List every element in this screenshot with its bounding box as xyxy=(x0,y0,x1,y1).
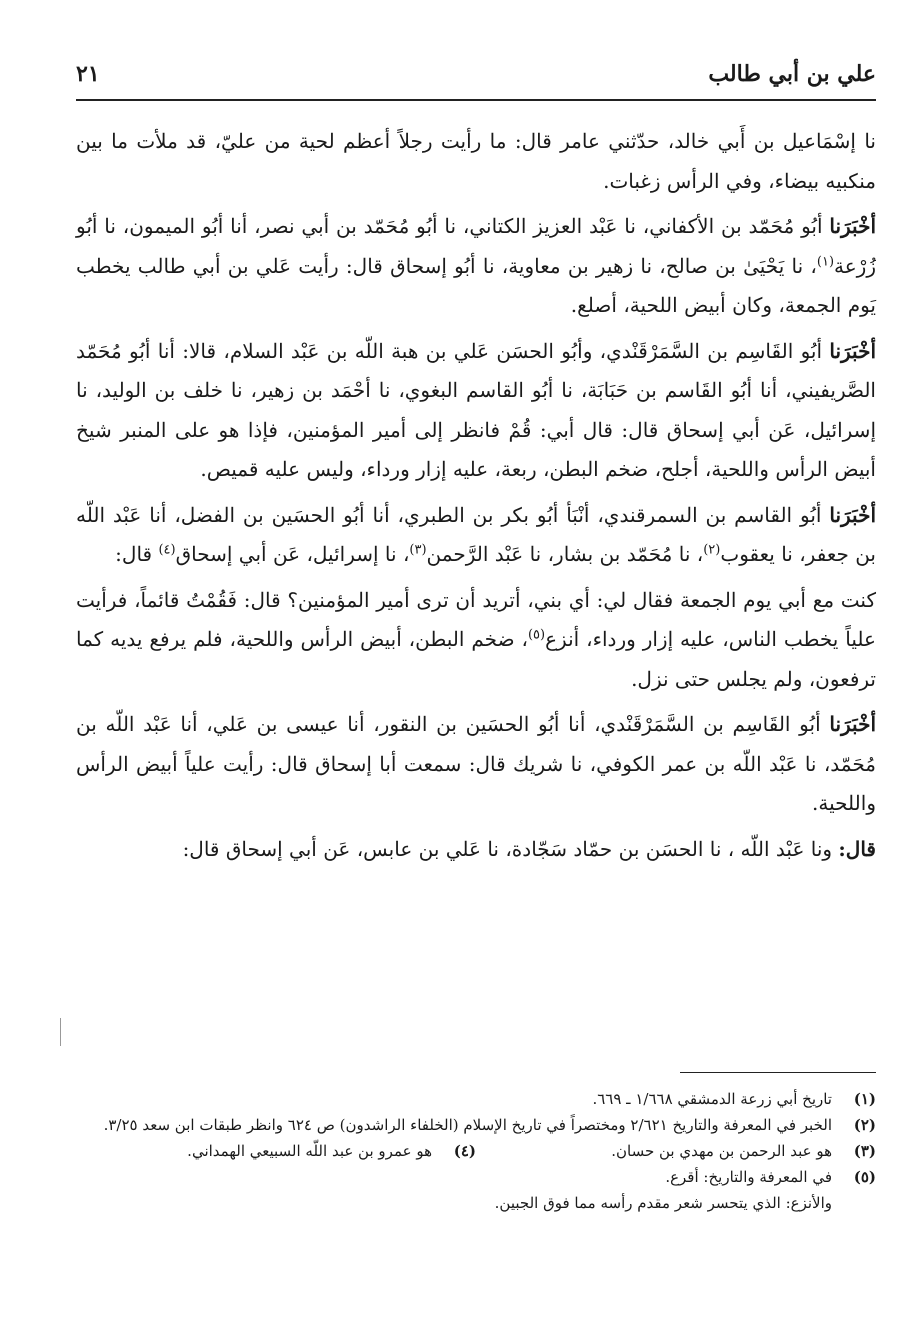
footnote-text: الخبر في المعرفة والتاريخ ٢/٦٢١ ومختصراً في تاريخ الإسلام (الخلفاء الراشدون) ص ٦٢٤ وانظر طبقات ابن سعد ٣/٢٥. xyxy=(103,1116,832,1134)
paragraph-text: أبُو القَاسِم بن السَّمَرْقَنْدي، وأبُو الحسَن عَلي بن هبة اللّه بن عَبْد السلام، قالا: أنا أبُو مُحَمّد الصَّريفيني، أنا أبُو القَاسم بن حَبَابَة، نا أبُو القاسم البغوي، نا أحْمَد بن زهير، نا خلف بن الوليد، نا إسرائيل، عَن أبي إسحاق قال: قال أبي: قُمْ فانظر إلى أمير المؤمنين، فإذا هو على المنبر شيخ أبيض الرأس واللحية، أجلح، ضخم البطن، ربعة، عليه إزار ورداء، وليس عليه قميص. xyxy=(76,338,876,481)
footnote-text: في المعرفة والتاريخ: أقرع. xyxy=(665,1168,832,1186)
footnote-ref[interactable]: (٤) xyxy=(158,542,176,558)
paragraph-text: ، نا إسرائيل، عَن أبي إسحاق xyxy=(175,542,410,566)
footnote-ref[interactable]: (١) xyxy=(816,253,835,269)
paragraph xyxy=(76,830,876,870)
footnote-text: هو عمرو بن عبد اللّه السبيعي الهمداني. xyxy=(187,1142,432,1160)
footnote-ref[interactable]: (٣) xyxy=(409,542,427,558)
paragraph xyxy=(76,207,876,326)
paragraph-text: ، نا يَحْيَىٰ بن صالح، نا زهير بن معاوية، نا أبُو إسحاق قال: رأيت عَلي بن أبي طالب يخطب يَوم الجمعة، وكان أبيض اللحية، أصلع. xyxy=(76,253,876,317)
paragraph-text: ، ضخم البطن، أبيض الرأس واللحية، فلم يرفع يديه كما ترفعون، ولم يجلس حتى نزل. xyxy=(76,627,876,691)
paragraph-lead: أخْبَرَنا xyxy=(829,712,876,736)
header-rule xyxy=(76,99,876,101)
footnote xyxy=(76,1164,876,1190)
footnote-number: (٤) xyxy=(453,1142,476,1160)
page-number: ٢١ xyxy=(76,61,100,87)
running-title: علي بن أبي طالب xyxy=(708,61,876,87)
footnote-text: هو عبد الرحمن بن مهدي بن حسان. xyxy=(611,1142,832,1160)
footnote-number: (٢) xyxy=(853,1116,876,1134)
main-text xyxy=(76,122,876,875)
paragraph-text: أبُو القاسم بن السمرقندي، أنْبَأ أبُو بكر بن الطبري، أنا أبُو الحسَين بن الفضل، أنا عَبْد اللّه بن جعفر، نا يعقوب xyxy=(76,502,876,566)
footnote xyxy=(76,1112,876,1138)
paragraph-lead: أخْبَرَنا xyxy=(829,502,876,527)
footnote xyxy=(76,1086,876,1112)
paragraph-text: أبُو مُحَمّد بن الأكفاني، نا عَبْد العزيز الكتاني، نا أبُو مُحَمّد بن أبي نصر، أنا أبُو الميمون، نا أبُو زُرْعة xyxy=(76,214,876,278)
footnote-text: تاريخ أبي زرعة الدمشقي ١/٦٦٨ ـ ٦٦٩. xyxy=(592,1090,832,1108)
paragraph-text: ، نا مُحَمّد بن بشار، نا عَبْد الرَّحمن xyxy=(426,542,704,566)
footnote-number: (١) xyxy=(853,1090,876,1108)
paragraph-text: ونا عَبْد اللّه ، نا الحسَن بن حمّاد سَجّادة، نا عَلي بن عابس، عَن أبي إسحاق قال: xyxy=(182,836,833,861)
paragraph xyxy=(76,122,876,201)
footnote-ref[interactable]: (٢) xyxy=(703,542,721,558)
footnote-rule xyxy=(680,1072,876,1073)
margin-mark xyxy=(60,1018,61,1046)
footnotes xyxy=(76,1086,876,1216)
paragraph-text: قال: xyxy=(115,542,159,566)
paragraph-lead: أخْبَرَنا xyxy=(829,338,877,363)
paragraph xyxy=(76,332,876,490)
paragraph-lead: قال: xyxy=(838,836,876,861)
footnote-continuation: والأنزع: الذي يتحسر شعر مقدم رأسه مما فوق الجبين. xyxy=(494,1194,832,1212)
page-header xyxy=(76,58,876,94)
paragraph xyxy=(76,705,876,824)
footnote-number: (٣) xyxy=(853,1142,876,1160)
paragraph-lead: أخْبَرَنا xyxy=(829,214,877,238)
paragraph-text: كنت مع أبي يوم الجمعة فقال لي: أي بني، أتريد أن ترى أمير المؤمنين؟ قال: فَقُمْتُ قائماً، فرأيت علياً يخطب الناس، عليه إزار ورداء، أنزع xyxy=(76,587,876,651)
paragraph xyxy=(76,496,876,575)
paragraph-text: نا إسْمَاعيل بن أَبي خالد، حدّثني عامر قال: ما رأيت رجلاً أعظم لحية من عليّ، قد ملأت ما بين منكبيه بيضاء، وفي الرأس زغبات. xyxy=(76,129,876,193)
paragraph xyxy=(76,581,876,700)
paragraph-text: أبُو القَاسِم بن السَّمَرْقَنْدي، أنا أبُو الحسَين بن النقور، أنا عيسى بن عَلي، أنا عَبْد اللّه بن مُحَمّد، نا عَبْد اللّه بن عمر الكوفي، نا شريك قال: سمعت أبا إسحاق قال: رأيت علياً أبيض الرأس واللحية. xyxy=(76,712,876,815)
footnote-ref[interactable]: (٥) xyxy=(527,627,546,643)
footnote-number: (٥) xyxy=(853,1168,876,1186)
footnote xyxy=(76,1138,476,1164)
footnote xyxy=(476,1138,876,1164)
footnote-pair xyxy=(76,1138,876,1164)
